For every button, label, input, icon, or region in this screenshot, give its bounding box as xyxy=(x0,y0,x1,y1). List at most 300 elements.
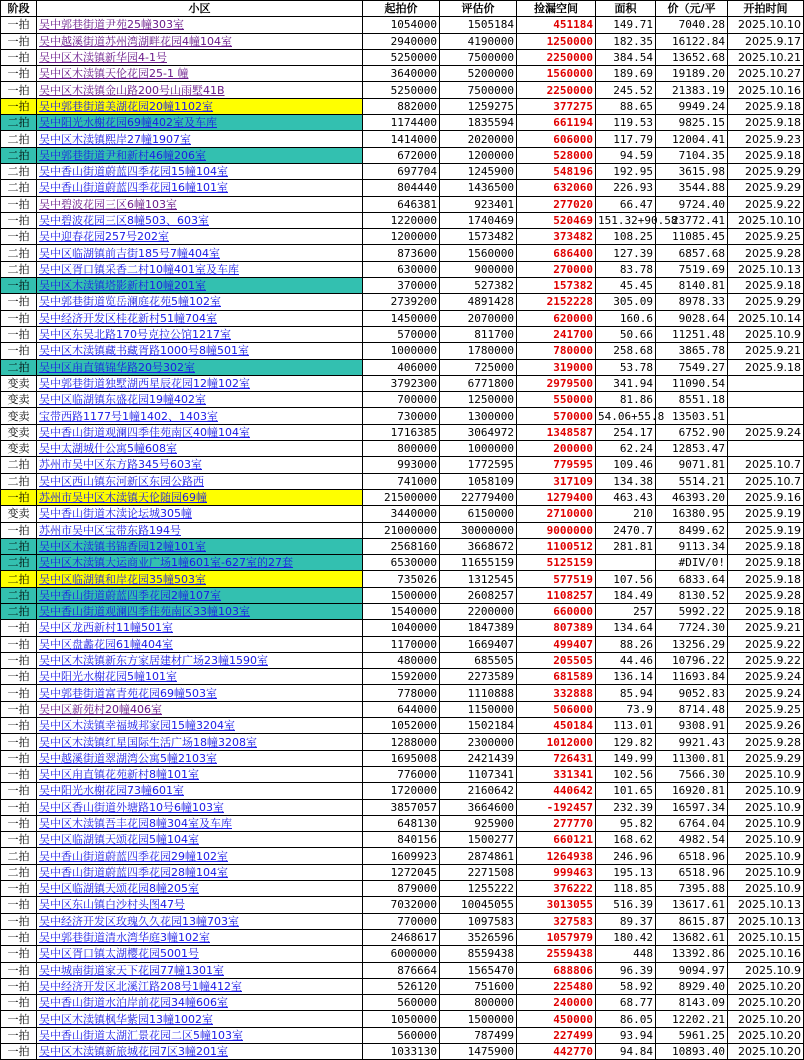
cell-start-price: 730000 xyxy=(363,408,440,424)
cell-appraisal: 6771800 xyxy=(440,375,517,391)
cell-unit-price: 12853.47 xyxy=(656,441,728,457)
cell-bargain-space: 5125159 xyxy=(517,555,596,571)
cell-unit-price: 9921.43 xyxy=(656,734,728,750)
cell-bargain-space: 660121 xyxy=(517,832,596,848)
cell-bargain-space: 319000 xyxy=(517,359,596,375)
cell-stage: 一拍 xyxy=(1,995,37,1011)
table-row xyxy=(1,359,804,375)
header-appraisal: 评估价 xyxy=(440,1,517,17)
cell-area: 134.38 xyxy=(596,473,656,489)
cell-area: 149.71 xyxy=(596,17,656,33)
cell-appraisal: 22779400 xyxy=(440,489,517,505)
cell-area: 189.69 xyxy=(596,66,656,82)
cell-appraisal: 1505184 xyxy=(440,17,517,33)
cell-stage: 二拍 xyxy=(1,261,37,277)
cell-bargain-space: 807389 xyxy=(517,620,596,636)
cell-appraisal: 1740469 xyxy=(440,212,517,228)
cell-area: 62.24 xyxy=(596,441,656,457)
cell-area: 210 xyxy=(596,506,656,522)
cell-bargain-space: 331341 xyxy=(517,766,596,782)
cell-area: 184.49 xyxy=(596,587,656,603)
cell-area: 89.37 xyxy=(596,913,656,929)
cell-start-price: 370000 xyxy=(363,278,440,294)
cell-community[interactable]: 吴中区临湖镇天颂花园8幢205室 xyxy=(37,881,363,897)
table-row xyxy=(1,506,804,522)
cell-area: 86.05 xyxy=(596,1011,656,1027)
cell-start-price: 21500000 xyxy=(363,489,440,505)
cell-community[interactable]: 吴中香山街道蔚蓝四季花园16幢101室 xyxy=(37,180,363,196)
cell-community[interactable]: 吴中郭巷街道富青苑花园69幢503室 xyxy=(37,685,363,701)
cell-community[interactable]: 吴中香山街道木渎论坛城305幢 xyxy=(37,506,363,522)
cell-appraisal: 1475900 xyxy=(440,1044,517,1060)
cell-community[interactable]: 吴中区木渎镇新华园4-1号 xyxy=(37,49,363,65)
cell-unit-price: 9825.15 xyxy=(656,115,728,131)
cell-bargain-space: 661194 xyxy=(517,115,596,131)
cell-auction-time: 2025.9.23 xyxy=(728,131,804,147)
cell-community[interactable]: 吴中郭巷街道览岳澜庭花苑5幢102室 xyxy=(37,294,363,310)
cell-bargain-space: 451184 xyxy=(517,17,596,33)
cell-start-price: 1592000 xyxy=(363,669,440,685)
table-row xyxy=(1,587,804,603)
cell-start-price: 993000 xyxy=(363,457,440,473)
cell-appraisal: 8559438 xyxy=(440,946,517,962)
cell-auction-time: 2025.9.24 xyxy=(728,669,804,685)
cell-start-price: 526120 xyxy=(363,978,440,994)
cell-auction-time: 2025.9.22 xyxy=(728,636,804,652)
cell-stage: 一拍 xyxy=(1,815,37,831)
cell-community[interactable]: 吴中阳光水榭花园5幢101室 xyxy=(37,669,363,685)
cell-start-price: 646381 xyxy=(363,196,440,212)
cell-stage: 一拍 xyxy=(1,652,37,668)
table-row xyxy=(1,245,804,261)
cell-appraisal: 1573482 xyxy=(440,229,517,245)
cell-auction-time: 2025.9.18 xyxy=(728,98,804,114)
cell-stage: 一拍 xyxy=(1,326,37,342)
cell-appraisal: 725000 xyxy=(440,359,517,375)
cell-community[interactable]: 苏州市吴中区宝带东路194号 xyxy=(37,522,363,538)
cell-area: 195.13 xyxy=(596,864,656,880)
cell-area: 305.09 xyxy=(596,294,656,310)
cell-area: 53.78 xyxy=(596,359,656,375)
cell-community[interactable]: 吴中区木渎镇书锦香园12幢101室 xyxy=(37,538,363,554)
cell-stage: 二拍 xyxy=(1,538,37,554)
cell-community[interactable]: 吴中阳光水榭花园69幢402室及车库 xyxy=(37,115,363,131)
cell-stage: 二拍 xyxy=(1,163,37,179)
cell-appraisal: 1847389 xyxy=(440,620,517,636)
cell-bargain-space: 577519 xyxy=(517,571,596,587)
cell-community[interactable]: 吴中经济开发区玫瑰久久花园13幢703室 xyxy=(37,913,363,929)
cell-area: 384.54 xyxy=(596,49,656,65)
cell-area: 258.68 xyxy=(596,343,656,359)
cell-stage: 一拍 xyxy=(1,701,37,717)
cell-auction-time: 2025.9.28 xyxy=(728,245,804,261)
table-row xyxy=(1,685,804,701)
cell-stage: 一拍 xyxy=(1,1011,37,1027)
table-row xyxy=(1,636,804,652)
header-bargain-space: 捡漏空间 xyxy=(517,1,596,17)
cell-community[interactable]: 吴中郭巷街道尹苑25幢303室 xyxy=(37,17,363,33)
table-row xyxy=(1,538,804,554)
table-row xyxy=(1,98,804,114)
cell-start-price: 630000 xyxy=(363,261,440,277)
cell-auction-time: 2025.9.24 xyxy=(728,685,804,701)
cell-appraisal: 1312545 xyxy=(440,571,517,587)
cell-unit-price: 11090.54 xyxy=(656,375,728,391)
cell-appraisal: 3664600 xyxy=(440,799,517,815)
cell-unit-price: 13503.51 xyxy=(656,408,728,424)
cell-community[interactable]: 吴中区木渎镇吾丰花园8幢304室及车库 xyxy=(37,815,363,831)
cell-stage: 一拍 xyxy=(1,620,37,636)
cell-community[interactable]: 吴中区龙西新村11幢501室 xyxy=(37,620,363,636)
cell-appraisal: 2874861 xyxy=(440,848,517,864)
cell-auction-time: 2025.9.28 xyxy=(728,587,804,603)
cell-area: 182.35 xyxy=(596,33,656,49)
cell-bargain-space: 606000 xyxy=(517,131,596,147)
cell-unit-price: 9071.81 xyxy=(656,457,728,473)
cell-community[interactable]: 苏州市吴中区东方路345号603室 xyxy=(37,457,363,473)
cell-stage: 一拍 xyxy=(1,946,37,962)
cell-start-price: 1040000 xyxy=(363,620,440,636)
cell-appraisal: 2070000 xyxy=(440,310,517,326)
cell-community[interactable]: 吴中区木渎镇新旅城花园7区3幢201室 xyxy=(37,1044,363,1060)
cell-start-price: 770000 xyxy=(363,913,440,929)
table-row xyxy=(1,17,804,33)
cell-unit-price: 9028.64 xyxy=(656,310,728,326)
cell-community[interactable]: 吴中区木渎镇枫华紫园13幢1002室 xyxy=(37,1011,363,1027)
cell-appraisal: 7500000 xyxy=(440,49,517,65)
cell-community[interactable]: 吴中区胥口镇采香二村10幢401室及车库 xyxy=(37,261,363,277)
cell-area: 85.94 xyxy=(596,685,656,701)
table-row xyxy=(1,196,804,212)
cell-appraisal: 923401 xyxy=(440,196,517,212)
cell-unit-price: 16380.95 xyxy=(656,506,728,522)
cell-bargain-space: 2250000 xyxy=(517,82,596,98)
cell-unit-price: 8130.52 xyxy=(656,587,728,603)
cell-community[interactable]: 吴中区甪直镇花苑新村8幢101室 xyxy=(37,766,363,782)
cell-start-price: 1720000 xyxy=(363,783,440,799)
cell-unit-price: 13617.61 xyxy=(656,897,728,913)
cell-community[interactable]: 吴中区木渎镇大运商业广场1幢601室-627室的27套 xyxy=(37,555,363,571)
cell-appraisal: 1150000 xyxy=(440,701,517,717)
cell-community[interactable]: 吴中香山街道观澜四季佳苑南区33幢103室 xyxy=(37,603,363,619)
cell-unit-price: 10893.40 xyxy=(656,1044,728,1060)
cell-bargain-space: 1100512 xyxy=(517,538,596,554)
cell-area: 448 xyxy=(596,946,656,962)
cell-start-price: 800000 xyxy=(363,441,440,457)
cell-community[interactable]: 吴中区临湖镇天颂花园5幢104室 xyxy=(37,832,363,848)
cell-stage: 二拍 xyxy=(1,587,37,603)
cell-bargain-space: 660000 xyxy=(517,603,596,619)
cell-community[interactable]: 吴中区盘蠡花园61幢404室 xyxy=(37,636,363,652)
header-auction-time: 开拍时间 xyxy=(728,1,804,17)
cell-stage: 二拍 xyxy=(1,457,37,473)
cell-community[interactable]: 吴中区木渎镇塔影新村10幢201室 xyxy=(37,278,363,294)
cell-start-price: 876664 xyxy=(363,962,440,978)
table-row xyxy=(1,929,804,945)
cell-auction-time xyxy=(728,392,804,408)
cell-auction-time: 2025.10.21 xyxy=(728,49,804,65)
cell-start-price: 7032000 xyxy=(363,897,440,913)
cell-area: 50.66 xyxy=(596,326,656,342)
cell-community[interactable]: 吴中香山街道太湖汇景花园二区5幢103室 xyxy=(37,1027,363,1043)
cell-appraisal: 1110888 xyxy=(440,685,517,701)
cell-unit-price: 5961.25 xyxy=(656,1027,728,1043)
cell-unit-price: 21383.19 xyxy=(656,82,728,98)
cell-bargain-space: 442770 xyxy=(517,1044,596,1060)
cell-auction-time: 2025.9.29 xyxy=(728,180,804,196)
cell-bargain-space: 726431 xyxy=(517,750,596,766)
table-row xyxy=(1,343,804,359)
table-row xyxy=(1,848,804,864)
cell-community[interactable]: 吴中区木渎镇新东方家居建材广场23幢1590室 xyxy=(37,652,363,668)
cell-stage: 一拍 xyxy=(1,522,37,538)
cell-stage: 一拍 xyxy=(1,1044,37,1060)
cell-bargain-space: -192457 xyxy=(517,799,596,815)
table-row xyxy=(1,913,804,929)
cell-community[interactable]: 吴中香山街道蔚蓝四季花园29幢102室 xyxy=(37,848,363,864)
cell-unit-price: 3615.98 xyxy=(656,163,728,179)
cell-bargain-space: 277020 xyxy=(517,196,596,212)
cell-start-price: 1540000 xyxy=(363,603,440,619)
cell-auction-time: 2025.9.21 xyxy=(728,620,804,636)
cell-appraisal: 900000 xyxy=(440,261,517,277)
cell-community[interactable]: 吴中区木渎镇藏书藏胥路1000号8幢501室 xyxy=(37,343,363,359)
cell-auction-time: 2025.10.13 xyxy=(728,913,804,929)
table-row xyxy=(1,261,804,277)
cell-community[interactable]: 吴中区香山街道外塘路10号6幢103室 xyxy=(37,799,363,815)
cell-start-price: 804440 xyxy=(363,180,440,196)
cell-appraisal: 1772595 xyxy=(440,457,517,473)
cell-area: 88.26 xyxy=(596,636,656,652)
cell-auction-time: 2025.10.10 xyxy=(728,17,804,33)
cell-area: 117.79 xyxy=(596,131,656,147)
cell-stage: 一拍 xyxy=(1,98,37,114)
cell-unit-price: 7724.30 xyxy=(656,620,728,636)
cell-community[interactable]: 吴中区临湖镇东盛花园19幢402室 xyxy=(37,392,363,408)
cell-community[interactable]: 吴中区甪直镇锦华路20号302室 xyxy=(37,359,363,375)
cell-auction-time: 2025.10.9 xyxy=(728,766,804,782)
cell-bargain-space: 9000000 xyxy=(517,522,596,538)
table-row xyxy=(1,180,804,196)
cell-start-price: 735026 xyxy=(363,571,440,587)
cell-appraisal: 1259275 xyxy=(440,98,517,114)
cell-stage: 一拍 xyxy=(1,212,37,228)
cell-bargain-space: 317109 xyxy=(517,473,596,489)
cell-community[interactable]: 吴中香山街道蔚蓝四季花园2幢107室 xyxy=(37,587,363,603)
table-row xyxy=(1,832,804,848)
cell-community[interactable]: 吴中碧波花园三区8幢503、603室 xyxy=(37,212,363,228)
header-start-price: 起拍价 xyxy=(363,1,440,17)
cell-area: 129.82 xyxy=(596,734,656,750)
cell-auction-time: 2025.9.29 xyxy=(728,294,804,310)
cell-auction-time: 2025.9.25 xyxy=(728,229,804,245)
cell-stage: 二拍 xyxy=(1,131,37,147)
cell-stage: 变卖 xyxy=(1,392,37,408)
cell-area: 192.95 xyxy=(596,163,656,179)
table-row xyxy=(1,701,804,717)
cell-community[interactable]: 宝带西路1177号1幢1402、1403室 xyxy=(37,408,363,424)
cell-unit-price: 16920.81 xyxy=(656,783,728,799)
cell-community[interactable]: 吴中香山街道水泊岸前花园34幢606室 xyxy=(37,995,363,1011)
cell-stage: 变卖 xyxy=(1,424,37,440)
cell-community[interactable]: 吴中区胥口镇太湖樱花园5001号 xyxy=(37,946,363,962)
cell-stage: 一拍 xyxy=(1,1027,37,1043)
cell-appraisal: 1436500 xyxy=(440,180,517,196)
cell-appraisal: 1835594 xyxy=(440,115,517,131)
cell-community[interactable]: 吴中区木渎镇幸福城邦家园15幢3204室 xyxy=(37,718,363,734)
cell-community[interactable]: 苏州市吴中区木渎镇天伦随园69幢 xyxy=(37,489,363,505)
cell-bargain-space: 686400 xyxy=(517,245,596,261)
cell-community[interactable]: 吴中区临湖镇前吉街185号7幢404室 xyxy=(37,245,363,261)
cell-start-price: 1500000 xyxy=(363,587,440,603)
cell-auction-time: 2025.10.9 xyxy=(728,783,804,799)
cell-community[interactable]: 吴中区西山镇东河新区东园公路西 xyxy=(37,473,363,489)
cell-community[interactable]: 吴中香山街道蔚蓝四季花园28幢104室 xyxy=(37,864,363,880)
cell-stage: 一拍 xyxy=(1,913,37,929)
cell-area: 108.25 xyxy=(596,229,656,245)
cell-area: 109.46 xyxy=(596,457,656,473)
cell-community[interactable]: 吴中城南街道家天下花园77幢1301室 xyxy=(37,962,363,978)
cell-auction-time: 2025.10.13 xyxy=(728,261,804,277)
cell-community[interactable]: 吴中阳光水榭花园73幢601室 xyxy=(37,783,363,799)
cell-area: 73.9 xyxy=(596,701,656,717)
cell-community[interactable]: 吴中郭巷街道独墅湖西星辰花园12幢102室 xyxy=(37,375,363,391)
cell-appraisal: 7500000 xyxy=(440,82,517,98)
cell-community[interactable]: 吴中碧波花园三区6幢103室 xyxy=(37,196,363,212)
table-row xyxy=(1,310,804,326)
cell-stage: 二拍 xyxy=(1,848,37,864)
cell-bargain-space: 241700 xyxy=(517,326,596,342)
cell-stage: 一拍 xyxy=(1,49,37,65)
cell-appraisal: 3668672 xyxy=(440,538,517,554)
cell-stage: 一拍 xyxy=(1,685,37,701)
table-row xyxy=(1,718,804,734)
cell-community[interactable]: 吴中区木渎镇熙岸27幢1907室 xyxy=(37,131,363,147)
cell-unit-price: 8499.62 xyxy=(656,522,728,538)
table-row xyxy=(1,815,804,831)
cell-community[interactable]: 吴中区木渎镇红星国际生活广场18幢3208室 xyxy=(37,734,363,750)
cell-community[interactable]: 吴中经济开发区桂花新村51幢704室 xyxy=(37,310,363,326)
cell-community[interactable]: 吴中区木渎镇天伦花园25-1 幢 xyxy=(37,66,363,82)
cell-area: 134.64 xyxy=(596,620,656,636)
cell-auction-time: 2025.9.24 xyxy=(728,424,804,440)
table-row xyxy=(1,147,804,163)
cell-unit-price: 6857.68 xyxy=(656,245,728,261)
cell-unit-price: 6518.96 xyxy=(656,864,728,880)
cell-area: 102.56 xyxy=(596,766,656,782)
cell-community[interactable]: 吴中香山街道观澜四季佳苑南区40幢104室 xyxy=(37,424,363,440)
cell-unit-price: 13256.29 xyxy=(656,636,728,652)
cell-community[interactable]: 吴中区临湖镇和岸花园35幢503室 xyxy=(37,571,363,587)
cell-area: 96.39 xyxy=(596,962,656,978)
table-row xyxy=(1,457,804,473)
cell-community[interactable]: 吴中区东山镇白沙村头图47号 xyxy=(37,897,363,913)
table-row xyxy=(1,571,804,587)
cell-auction-time xyxy=(728,375,804,391)
cell-unit-price: 13652.68 xyxy=(656,49,728,65)
cell-start-price: 1033130 xyxy=(363,1044,440,1060)
cell-area: 160.6 xyxy=(596,310,656,326)
cell-auction-time: 2025.9.17 xyxy=(728,33,804,49)
cell-start-price: 1170000 xyxy=(363,636,440,652)
cell-start-price: 697704 xyxy=(363,163,440,179)
cell-unit-price: 12004.41 xyxy=(656,131,728,147)
cell-unit-price: 13682.61 xyxy=(656,929,728,945)
cell-auction-time xyxy=(728,408,804,424)
cell-community[interactable]: 吴中经济开发区北溪江路208号1幢412室 xyxy=(37,978,363,994)
cell-bargain-space: 1057979 xyxy=(517,929,596,945)
cell-start-price: 1052000 xyxy=(363,718,440,734)
table-row xyxy=(1,408,804,424)
cell-unit-price: 6752.90 xyxy=(656,424,728,440)
cell-start-price: 778000 xyxy=(363,685,440,701)
cell-community[interactable]: 吴中迎春花园257号202室 xyxy=(37,229,363,245)
cell-appraisal: 685505 xyxy=(440,652,517,668)
cell-auction-time: 2025.10.9 xyxy=(728,864,804,880)
cell-stage: 一拍 xyxy=(1,750,37,766)
cell-appraisal: 1107341 xyxy=(440,766,517,782)
cell-auction-time: 2025.9.16 xyxy=(728,489,804,505)
cell-start-price: 6000000 xyxy=(363,946,440,962)
cell-community[interactable]: 吴中太湖城什公寓5幢608室 xyxy=(37,441,363,457)
cell-start-price: 3640000 xyxy=(363,66,440,82)
cell-stage: 二拍 xyxy=(1,180,37,196)
cell-community[interactable]: 吴中区新苑村20幢406室 xyxy=(37,701,363,717)
table-row xyxy=(1,66,804,82)
cell-auction-time: 2025.9.29 xyxy=(728,163,804,179)
cell-area: 101.65 xyxy=(596,783,656,799)
cell-bargain-space: 270000 xyxy=(517,261,596,277)
cell-community[interactable]: 吴中郭巷街道尹和新村46幢206室 xyxy=(37,147,363,163)
cell-stage: 一拍 xyxy=(1,82,37,98)
cell-unit-price: 7395.88 xyxy=(656,881,728,897)
cell-auction-time: 2025.9.18 xyxy=(728,555,804,571)
cell-stage: 一拍 xyxy=(1,33,37,49)
cell-community[interactable]: 吴中郭巷街道清水湾华庭3幢102室 xyxy=(37,929,363,945)
cell-start-price: 882000 xyxy=(363,98,440,114)
table-row xyxy=(1,163,804,179)
cell-stage: 二拍 xyxy=(1,245,37,261)
cell-start-price: 1716385 xyxy=(363,424,440,440)
cell-appraisal: 2020000 xyxy=(440,131,517,147)
cell-start-price: 1054000 xyxy=(363,17,440,33)
cell-bargain-space: 2152228 xyxy=(517,294,596,310)
header-unit-price: 价（元/平 xyxy=(656,1,728,17)
cell-community[interactable]: 吴中郭巷街道美湖花园20幢1102室 xyxy=(37,98,363,114)
header-row xyxy=(1,1,804,17)
cell-bargain-space: 200000 xyxy=(517,441,596,457)
cell-area: 245.52 xyxy=(596,82,656,98)
cell-community[interactable]: 吴中区木渎镇金山路200号山雨墅41B xyxy=(37,82,363,98)
cell-bargain-space: 2250000 xyxy=(517,49,596,65)
cell-community[interactable]: 吴中越溪街道翠湖湾公寓5幢2103室 xyxy=(37,750,363,766)
cell-auction-time: 2025.10.7 xyxy=(728,457,804,473)
cell-appraisal: 6150000 xyxy=(440,506,517,522)
cell-community[interactable]: 吴中区东吴北路170号克拉公馆1217室 xyxy=(37,326,363,342)
cell-stage: 二拍 xyxy=(1,359,37,375)
cell-auction-time: 2025.10.16 xyxy=(728,82,804,98)
cell-area: 81.86 xyxy=(596,392,656,408)
cell-unit-price: 3544.88 xyxy=(656,180,728,196)
table-row xyxy=(1,620,804,636)
table-row xyxy=(1,750,804,766)
cell-community[interactable]: 吴中越溪街道苏州湾湖畔花园4幢104室 xyxy=(37,33,363,49)
cell-area: 463.43 xyxy=(596,489,656,505)
cell-stage: 一拍 xyxy=(1,66,37,82)
cell-area: 516.39 xyxy=(596,897,656,913)
cell-community[interactable]: 吴中香山街道蔚蓝四季花园15幢104室 xyxy=(37,163,363,179)
cell-start-price: 3440000 xyxy=(363,506,440,522)
